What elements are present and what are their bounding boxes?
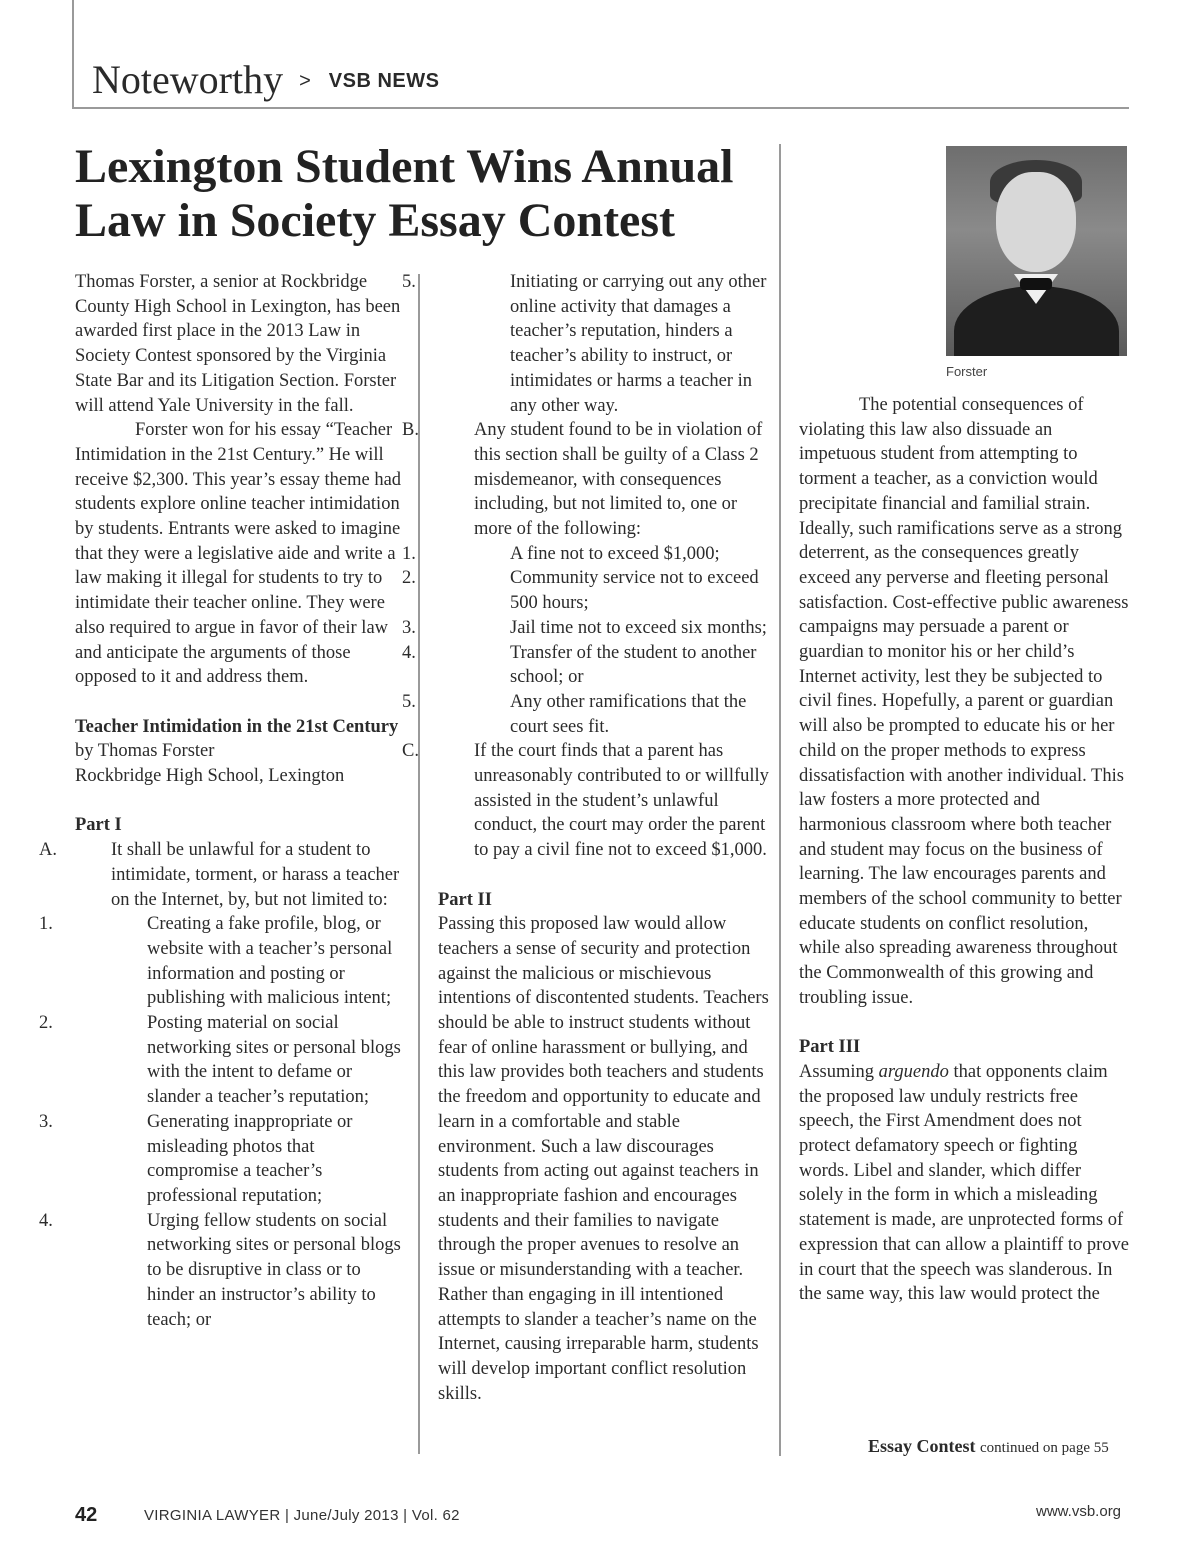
- forster-photo: [946, 146, 1127, 356]
- essay-author: by Thomas Forster: [75, 741, 215, 762]
- list-item: [39, 1209, 407, 1333]
- part-1-clause-a: [39, 838, 407, 912]
- list-item-label: 1.: [39, 914, 53, 935]
- list-item-label: 4.: [39, 1210, 53, 1231]
- list-item-label: 5.: [402, 272, 416, 292]
- clause-text: Any student found to be in violation of this section shall be guilty of a Class 2 misdemeanor, with consequences including, but not limited to, one or more of the following:: [474, 420, 763, 540]
- list-item: [39, 1110, 407, 1209]
- essay-school: Rockbridge High School, Lexington: [75, 766, 345, 787]
- list-item: [402, 690, 770, 739]
- part-1-clause-b: [402, 418, 770, 542]
- list-item-label: 3.: [402, 617, 416, 638]
- clause-text: It shall be unlawful for a student to intimidate, torment, or harass a teacher on the Internet, by, but not limited to:: [111, 840, 400, 910]
- section-header: [92, 56, 439, 105]
- section-separator: >: [299, 70, 311, 92]
- continued-label: Essay Contest: [868, 1436, 976, 1456]
- list-item-label: 2.: [39, 1013, 53, 1034]
- list-item: [402, 566, 770, 615]
- section-name: Noteworthy: [92, 57, 284, 102]
- column-divider-1: [418, 274, 420, 1454]
- list-item-text: Community service not to exceed 500 hours;: [510, 568, 759, 614]
- subsection-name: VSB NEWS: [328, 70, 440, 92]
- magazine-info: VIRGINIA LAWYER | June/July 2013 | Vol. 62: [144, 1507, 460, 1524]
- header-bottom-rule: [72, 107, 1129, 109]
- latin-term: arguendo: [878, 1061, 949, 1082]
- list-item-text: Posting material on social networking sites or personal blogs with the intent to defame or slander a teacher’s reputation;: [147, 1013, 401, 1108]
- list-item-text: Creating a fake profile, blog, or website with a teacher’s personal information and posting or publishing with malicious intent;: [147, 914, 393, 1009]
- page-number: 42: [75, 1504, 98, 1526]
- clause-label: A.: [39, 840, 57, 861]
- list-item: [402, 542, 770, 567]
- list-item-text: Any other ramifications that the court sees fit.: [510, 691, 747, 737]
- part-1-clause-c: [402, 739, 770, 863]
- list-item-label: 1.: [402, 543, 416, 564]
- list-item-text: Initiating or carrying out any other online activity that damages a teacher’s reputation, hinders a teacher’s ability to instruct, or intimidates or harms a teacher in any other way.: [510, 272, 767, 416]
- clause-text: If the court finds that a parent has unreasonably contributed to or willfully assisted in the student’s unlawful conduct, the court may order the parent to pay a civil fine not to exceed $1,000.: [474, 741, 769, 861]
- list-item-text: Transfer of the student to another school; or: [510, 642, 757, 688]
- list-item-text: Jail time not to exceed six months;: [510, 617, 767, 638]
- list-item: [402, 270, 770, 418]
- part-2-heading: Part II: [438, 889, 492, 910]
- intro-paragraph-2: Forster won for his essay “Teacher Intimidation in the 21st Century.” He will receive $2,300. This year’s essay theme had students explore online teacher intimidation by students. Entrants were asked to imagine that they were a legislative aide and write a law making it illegal for students to try to intimidate their teacher online. They were also required to argue in favor of their law and anticipate the arguments of those opposed to it and address them.: [75, 420, 402, 688]
- list-item: [402, 641, 770, 690]
- column-divider-2: [779, 144, 781, 1456]
- photo-caption: Forster: [946, 364, 988, 379]
- part-2-paragraph-1: Passing this proposed law would allow teachers a sense of security and protection against the malicious or mischievous intentions of discontented students. Teachers should be able to instruct students without fear of online harassment or bullying, and this law provides both teachers and students the freedom and opportunity to educate and learn in a comfortable and stable environment. Such a law discourages students from acting out against teachers in an inappropriate fashion and encourages students and their families to navigate through the proper avenues to resolve an issue or misunderstanding with a teacher. Rather than engaging in ill intentioned attempts to slander a teacher’s name on the Internet, causing irreparable harm, students will develop important conflict resolution skills.: [438, 914, 769, 1404]
- article-title: [75, 140, 755, 248]
- list-item-label: 5.: [402, 691, 416, 712]
- website-url[interactable]: www.vsb.org: [1036, 1503, 1122, 1520]
- part-2-paragraph-2: The potential consequences of violating this law also dissuade an impetuous student from attempting to torment a teacher, as a conviction would precipitate financial and familial strain. Ideally, such ramifications serve as a strong deterrent, as the consequences greatly exceed any perverse and fleeting personal satisfaction. Cost-effective public awareness campaigns may persuade a parent or guardian to monitor his or her child’s Internet activity, lest they be subjected to civil fines. Hopefully, a parent or guardian will also be prompted to educate his or her child on the proper methods to express dissatisfaction with another individual. This law fosters a more protected and harmonious classroom where both teacher and student may focus on the business of learning. The law encourages parents and members of the school community to better educate students on conflict resolution, while also spreading awareness throughout the Commonwealth of this growing and troubling issue.: [799, 395, 1129, 1008]
- column-1: [39, 270, 407, 1332]
- clause-label: B.: [402, 420, 419, 441]
- column-3: [799, 393, 1129, 1307]
- continued-note: [868, 1436, 1128, 1457]
- article-title-line-2: Law in Society Essay Contest: [75, 194, 676, 247]
- list-item-label: 3.: [39, 1111, 53, 1132]
- list-item-label: 2.: [402, 568, 416, 589]
- list-item: [39, 1011, 407, 1110]
- intro-paragraph-1: Thomas Forster, a senior at Rockbridge County High School in Lexington, has been awarded first place in the 2013 Law in Society Contest sponsored by the Virginia State Bar and its Litigation Section. Forster will attend Yale University in the fall.: [75, 272, 401, 416]
- header-left-rule: [72, 0, 74, 108]
- column-2: [402, 270, 770, 1406]
- clause-label: C.: [402, 741, 419, 762]
- list-item: [39, 912, 407, 1011]
- list-item-label: 4.: [402, 642, 416, 663]
- list-item-text: Urging fellow students on social networking sites or personal blogs to be disruptive in class or to hinder an instructor’s ability to teach; or: [147, 1210, 401, 1330]
- part-3-paragraph-1: Assuming arguendo that opponents claim the proposed law unduly restricts free speech, the First Amendment does not protect defamatory speech or fighting words. Libel and slander, which differ solely in the form in which a misleading statement is made, are unprotected forms of expression that can allow a plaintiff to prove in court that the speech was slanderous. In the same way, this law would protect the: [799, 1061, 1129, 1305]
- part-1-heading: Part I: [75, 815, 122, 836]
- list-item-text: A fine not to exceed $1,000;: [510, 543, 720, 564]
- essay-title: Teacher Intimidation in the 21st Century: [75, 716, 399, 737]
- list-item-text: Generating inappropriate or misleading photos that compromise a teacher’s professional reputation;: [147, 1111, 353, 1206]
- list-item: [402, 616, 770, 641]
- article-title-line-1: Lexington Student Wins Annual: [75, 140, 734, 193]
- part-3-heading: Part III: [799, 1037, 861, 1058]
- continued-text: continued on page 55: [980, 1440, 1109, 1456]
